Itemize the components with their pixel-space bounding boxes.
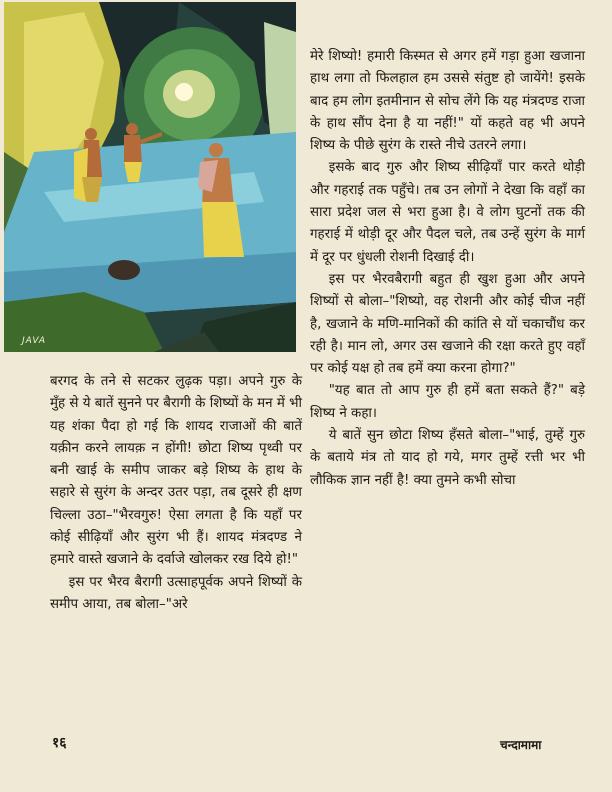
paragraph: ये बातें सुन छोटा शिष्य हँसते बोला–"भाई, तुम्हें गुरु के बताये मंत्र तो याद हो गये, मगर तुम्हें रत्ती भर भी लौकिक ज्ञान नहीं है! क्या तुमने कभी सोचा — [310, 428, 585, 488]
paragraph: बरगद के तने से सटकर लुढ़क पड़ा। अपने गुरु के मुँह से ये बातें सुनने पर बैरागी के शिष्यों के मन में भी यह शंका पैदा हो गई कि शायद राजाओं की बातें यक़ीन करने लायक़ न होंगी! छोटा शिष्य पृथ्वी पर बनी खाई के समीप जाकर बड़े शिष्य के हाथ के सहारे से सुरंग के अन्दर उतर पड़ा, तब दूसरे ही क्षण चिल्ला उठा–"भैरवगुरु! ऐसा लगता है कि यहाँ पर कोई सीढ़ियाँ और सुरंग भी हैं। शायद मंत्रदण्ड ने हमारे वास्ते खजाने के दर्वाजे खोलकर रख दिये हो!" — [50, 374, 302, 568]
paragraph: इसके बाद गुरु और शिष्य सीढ़ियाँ पार करते थोड़ी और गहराई तक पहुँचे। तब उन लोगों ने देखा कि वहाँ का सारा प्रदेश जल से भरा हुआ है। वे लोग घुटनों तक की गहराई में थोड़ी दूर और पैदल चले, तब उन्हें सुरंग के मार्ग में दूर पर धुंधली रोशनी दिखाई दी। — [310, 160, 585, 265]
left-text-column — [50, 371, 302, 616]
right-text-column — [310, 46, 585, 492]
magazine-name: चन्दामामा — [500, 738, 542, 752]
artist-signature: JAVA — [22, 336, 47, 346]
paragraph: मेरे शिष्यो! हमारी किस्मत से अगर हमें गड़ा हुआ खजाना हाथ लगा तो फिलहाल हम उससे संतुष्ट हो जायेंगे! इसके बाद हम लोग इतमीनान से सोच लेंगे कि यह मंत्रदण्ड राजा के हाथ सौंप देना है या नहीं!" यों कहते वह भी अपने शिष्य के पीछे सुरंग के रास्ते नीचे उतरने लगा। — [310, 49, 585, 154]
page-number: १६ — [52, 735, 67, 751]
cave-scene-drawing — [4, 2, 296, 352]
cave-illustration — [4, 2, 296, 352]
paragraph: इस पर भैरवबैरागी बहुत ही खुश हुआ और अपने शिष्यों से बोला–"शिष्यो, वह रोशनी और कोई चीज नहीं है, खजाने के मणि-मानिकों की कांति से यों चकाचौंध कर रही है। मान लो, अगर उस खजाने की रक्षा करते हुए वहाँ पर कोई यक्ष हो तब हमें क्या करना होगा?" — [310, 271, 585, 377]
paragraph: इस पर भैरव बैरागी उत्साहपूर्वक अपने शिष्यों के समीप आया, तब बोला–"अरे — [50, 574, 302, 612]
paragraph: "यह बात तो आप गुरु ही हमें बता सकते हैं?" बड़े शिष्य ने कहा। — [310, 383, 585, 421]
